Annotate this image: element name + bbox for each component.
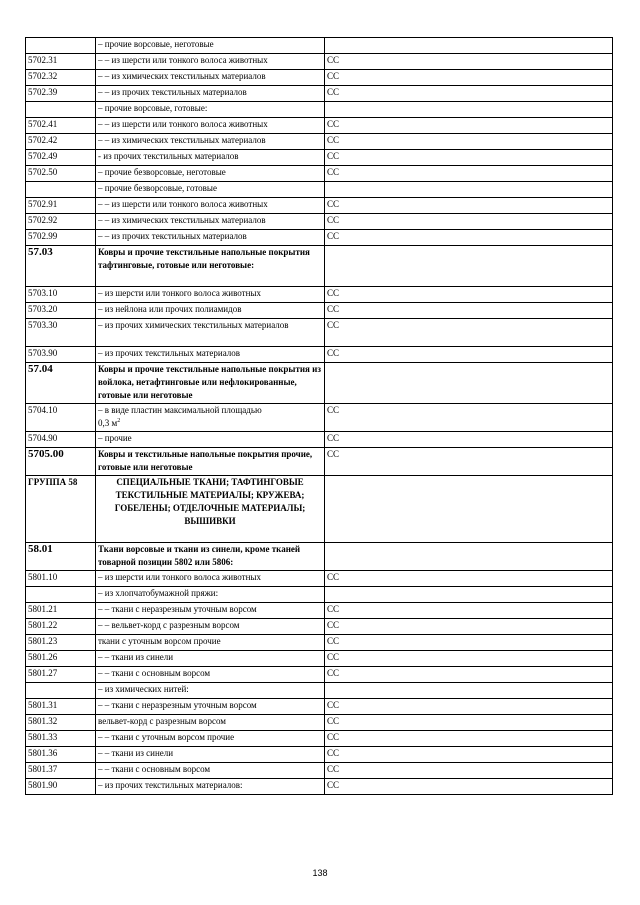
table-row (26, 635, 613, 651)
code-cell: 5702.39 (26, 86, 96, 102)
desc-cell: вельвет-корд с разрезным ворсом (96, 715, 325, 731)
doc-cell: СС (325, 715, 613, 731)
code-cell: 5801.32 (26, 715, 96, 731)
doc-cell: СС (325, 747, 613, 763)
table-row (26, 651, 613, 667)
desc-cell: – – вельвет-корд с разрезным ворсом (96, 619, 325, 635)
desc-line-2: 0,3 м (98, 418, 118, 428)
doc-cell: СС (325, 150, 613, 166)
doc-cell: СС (325, 86, 613, 102)
desc-cell: – – ткани с основным ворсом (96, 763, 325, 779)
desc-cell: – – из химических текстильных материалов (96, 70, 325, 86)
code-cell: 5801.36 (26, 747, 96, 763)
table-row (26, 303, 613, 319)
doc-cell: СС (325, 319, 613, 347)
desc-cell: – из прочих текстильных материалов (96, 347, 325, 363)
desc-cell: – из химических нитей: (96, 683, 325, 699)
desc-cell: – – из химических текстильных материалов (96, 214, 325, 230)
code-cell: 5702.42 (26, 134, 96, 150)
code-cell (26, 38, 96, 54)
table-row (26, 182, 613, 198)
code-cell: 5801.33 (26, 731, 96, 747)
doc-cell (325, 543, 613, 571)
table-row (26, 667, 613, 683)
code-cell (26, 587, 96, 603)
code-cell: 5703.10 (26, 287, 96, 303)
table-row (26, 230, 613, 246)
desc-cell: – из прочих текстильных материалов: (96, 779, 325, 795)
doc-cell: СС (325, 667, 613, 683)
heading-desc-cell: Ткани ворсовые и ткани из синели, кроме тканей товарной позиции 5802 или 5806: (96, 543, 325, 571)
desc-cell: – – из химических текстильных материалов (96, 134, 325, 150)
doc-cell: СС (325, 763, 613, 779)
code-cell: 5801.10 (26, 571, 96, 587)
doc-cell: СС (325, 603, 613, 619)
heading-desc-cell: Ковры и прочие текстильные напольные покрытия из войлока, нетафтинговые или нефлокированные, готовые или неготовые (96, 363, 325, 404)
desc-cell: – из шерсти или тонкого волоса животных (96, 571, 325, 587)
doc-cell: СС (325, 619, 613, 635)
table-row (26, 571, 613, 587)
code-cell: 5702.31 (26, 54, 96, 70)
desc-cell: – из прочих химических текстильных материалов (96, 319, 325, 347)
heading-row (26, 448, 613, 476)
doc-cell (325, 587, 613, 603)
desc-cell: – прочие безворсовые, неготовые (96, 166, 325, 182)
table-row (26, 587, 613, 603)
doc-cell (325, 476, 613, 543)
code-cell: 5703.30 (26, 319, 96, 347)
doc-cell (325, 38, 613, 54)
desc-cell: – прочие ворсовые, неготовые (96, 38, 325, 54)
superscript: 2 (117, 418, 121, 424)
desc-cell: - из прочих текстильных материалов (96, 150, 325, 166)
doc-cell: СС (325, 699, 613, 715)
desc-cell: – – ткани с уточным ворсом прочие (96, 731, 325, 747)
table-row (26, 731, 613, 747)
table-row (26, 102, 613, 118)
doc-cell: СС (325, 651, 613, 667)
doc-cell: СС (325, 198, 613, 214)
desc-cell: – – из прочих текстильных материалов (96, 230, 325, 246)
desc-cell: – прочие безворсовые, готовые (96, 182, 325, 198)
table-row (26, 747, 613, 763)
heading-code-cell: 57.04 (26, 363, 96, 404)
table-row (26, 38, 613, 54)
code-cell: 5801.26 (26, 651, 96, 667)
doc-cell: СС (325, 432, 613, 448)
code-cell: 5801.22 (26, 619, 96, 635)
desc-cell: – прочие (96, 432, 325, 448)
desc-cell: – – ткани с неразрезным уточным ворсом (96, 603, 325, 619)
doc-cell: СС (325, 70, 613, 86)
desc-cell: – – ткани с неразрезным уточным ворсом (96, 699, 325, 715)
heading-desc-cell: Ковры и прочие текстильные напольные покрытия тафтинговые, готовые или неготовые: (96, 246, 325, 287)
heading-row (26, 363, 613, 404)
table-row (26, 347, 613, 363)
code-cell: 5702.49 (26, 150, 96, 166)
code-cell: 5704.10 (26, 404, 96, 432)
desc-cell: – из нейлона или прочих полиамидов (96, 303, 325, 319)
doc-cell: СС (325, 230, 613, 246)
code-cell: 5702.91 (26, 198, 96, 214)
heading-row (26, 543, 613, 571)
code-cell: 5801.90 (26, 779, 96, 795)
doc-cell: СС (325, 134, 613, 150)
doc-cell: СС (325, 571, 613, 587)
heading-code-cell: 57.03 (26, 246, 96, 287)
group-code-cell: ГРУППА 58 (26, 476, 96, 543)
heading-code-cell: 58.01 (26, 543, 96, 571)
table-row (26, 86, 613, 102)
code-cell: 5702.50 (26, 166, 96, 182)
desc-cell: – – из шерсти или тонкого волоса животных (96, 118, 325, 134)
table-row (26, 198, 613, 214)
table-row (26, 683, 613, 699)
code-cell: 5703.20 (26, 303, 96, 319)
heading-desc-cell: Ковры и текстильные напольные покрытия прочие, готовые или неготовые (96, 448, 325, 476)
group-row (26, 476, 613, 543)
table-row (26, 134, 613, 150)
doc-cell (325, 246, 613, 287)
code-cell: 5702.99 (26, 230, 96, 246)
group-title-cell: СПЕЦИАЛЬНЫЕ ТКАНИ; ТАФТИНГОВЫЕ ТЕКСТИЛЬНЫЕ МАТЕРИАЛЫ; КРУЖЕВА; ГОБЕЛЕНЫ; ОТДЕЛОЧНЫЕ МАТЕРИАЛЫ; ВЫШИВКИ (96, 476, 325, 543)
doc-cell: СС (325, 779, 613, 795)
doc-cell: СС (325, 118, 613, 134)
doc-cell: СС (325, 731, 613, 747)
table-row (26, 715, 613, 731)
code-cell: 5702.32 (26, 70, 96, 86)
code-cell: 5801.23 (26, 635, 96, 651)
page-number: 138 (312, 868, 328, 878)
table-row (26, 619, 613, 635)
code-cell: 5703.90 (26, 347, 96, 363)
table-row (26, 319, 613, 347)
tariff-table (25, 37, 613, 795)
code-cell: 5801.21 (26, 603, 96, 619)
table-row (26, 54, 613, 70)
desc-cell: – – из прочих текстильных материалов (96, 86, 325, 102)
doc-cell: СС (325, 54, 613, 70)
doc-cell: СС (325, 287, 613, 303)
desc-cell: – – ткани из синели (96, 651, 325, 667)
doc-cell: СС (325, 635, 613, 651)
doc-cell: СС (325, 404, 613, 432)
heading-row (26, 246, 613, 287)
doc-cell: СС (325, 166, 613, 182)
desc-cell: – прочие ворсовые, готовые: (96, 102, 325, 118)
code-cell: 5801.27 (26, 667, 96, 683)
desc-line-1: – в виде пластин максимальной площадью (98, 405, 262, 415)
code-cell: 5801.37 (26, 763, 96, 779)
desc-cell: – из шерсти или тонкого волоса животных (96, 287, 325, 303)
table-row (26, 287, 613, 303)
heading-code-cell: 5705.00 (26, 448, 96, 476)
doc-cell: СС (325, 214, 613, 230)
desc-cell: – из хлопчатобумажной пряжи: (96, 587, 325, 603)
desc-cell: – – ткани с основным ворсом (96, 667, 325, 683)
code-cell (26, 683, 96, 699)
code-cell: 5801.31 (26, 699, 96, 715)
code-cell (26, 102, 96, 118)
doc-cell: СС (325, 303, 613, 319)
table-row (26, 603, 613, 619)
desc-cell: – – из шерсти или тонкого волоса животных (96, 54, 325, 70)
doc-cell (325, 683, 613, 699)
table-row (26, 214, 613, 230)
doc-cell: СС (325, 448, 613, 476)
doc-cell: СС (325, 347, 613, 363)
code-cell: 5702.92 (26, 214, 96, 230)
code-cell (26, 182, 96, 198)
table-row (26, 779, 613, 795)
doc-cell (325, 182, 613, 198)
desc-cell: ткани с уточным ворсом прочие (96, 635, 325, 651)
desc-cell: – – ткани из синели (96, 747, 325, 763)
table-row (26, 432, 613, 448)
code-cell: 5702.41 (26, 118, 96, 134)
table-row (26, 699, 613, 715)
code-cell: 5704.90 (26, 432, 96, 448)
doc-cell (325, 102, 613, 118)
table-row (26, 118, 613, 134)
doc-cell (325, 363, 613, 404)
table-row (26, 404, 613, 432)
table-row (26, 70, 613, 86)
table-row (26, 763, 613, 779)
desc-cell (96, 404, 325, 432)
desc-cell: – – из шерсти или тонкого волоса животных (96, 198, 325, 214)
table-row (26, 150, 613, 166)
table-row (26, 166, 613, 182)
